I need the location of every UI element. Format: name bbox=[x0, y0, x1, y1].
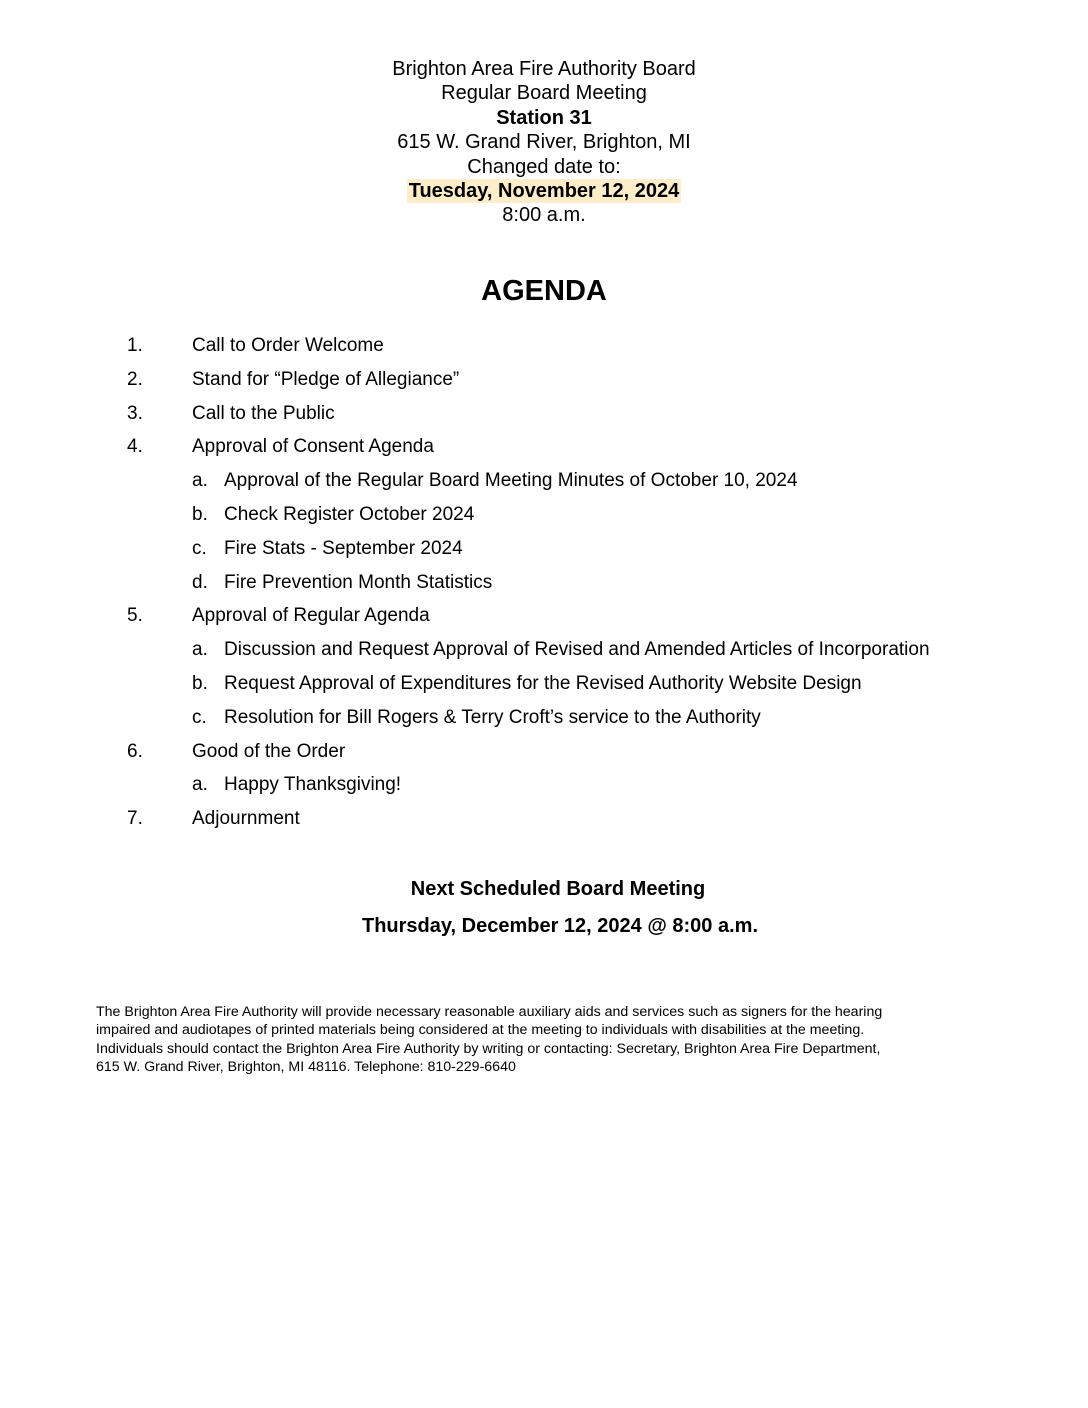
notice-line: Individuals should contact the Brighton Area Fire Authority by writing or contacting: Secretary, Brighton Area Fire Department, bbox=[96, 1040, 881, 1057]
agenda-list bbox=[0, 334, 1088, 841]
changed-date-label: Changed date to: bbox=[467, 155, 621, 178]
org-name: Brighton Area Fire Authority Board bbox=[392, 58, 696, 80]
subitem-text: Fire Prevention Month Statistics bbox=[224, 571, 493, 593]
subitem-letter: b. bbox=[192, 672, 208, 694]
item-text: Call to Order Welcome bbox=[192, 335, 384, 356]
meeting-location: Station 31 bbox=[496, 106, 592, 129]
item-text: Approval of Consent Agenda bbox=[192, 436, 434, 458]
subitem-letter: d. bbox=[192, 571, 208, 593]
agenda-subitem bbox=[0, 706, 1088, 740]
agenda-subitem bbox=[0, 672, 1088, 706]
agenda-item bbox=[0, 807, 1088, 841]
item-text: Approval of Regular Agenda bbox=[192, 605, 430, 627]
agenda-item bbox=[0, 604, 1088, 638]
meeting-type: Regular Board Meeting bbox=[441, 82, 647, 105]
agenda-item bbox=[0, 402, 1088, 436]
agenda-subitem bbox=[0, 638, 1088, 672]
agenda-subitem bbox=[0, 469, 1088, 503]
agenda-subitem bbox=[0, 571, 1088, 605]
agenda-item bbox=[0, 368, 1088, 402]
subitem-letter: c. bbox=[192, 537, 207, 559]
meeting-date: Tuesday, November 12, 2024 bbox=[408, 179, 680, 202]
agenda-item bbox=[0, 435, 1088, 469]
notice-line: impaired and audiotapes of printed materials being considered at the meeting to individuals with disabilities at the meeting. bbox=[96, 1022, 865, 1039]
subitem-letter: b. bbox=[192, 503, 208, 525]
item-number: 7. bbox=[127, 808, 143, 830]
subitem-letter: c. bbox=[192, 706, 207, 728]
accessibility-notice bbox=[96, 1003, 996, 1077]
agenda-title: AGENDA bbox=[481, 275, 607, 307]
next-meeting-datetime: Thursday, December 12, 2024 @ 8:00 a.m. bbox=[362, 915, 758, 937]
agenda-subitem bbox=[0, 537, 1088, 571]
item-number: 2. bbox=[127, 368, 143, 390]
item-text: Stand for “Pledge of Allegiance” bbox=[192, 368, 460, 390]
item-number: 5. bbox=[127, 605, 143, 627]
meeting-header bbox=[0, 57, 1088, 228]
item-number: 1. bbox=[127, 335, 143, 356]
agenda-subitem bbox=[0, 503, 1088, 537]
subitem-text: Request Approval of Expenditures for the Revised Authority Website Design bbox=[224, 672, 862, 694]
subitem-letter: a. bbox=[192, 470, 208, 492]
subitem-text: Happy Thanksgiving! bbox=[224, 774, 402, 796]
next-meeting-label: Next Scheduled Board Meeting bbox=[410, 878, 706, 900]
agenda-item bbox=[0, 740, 1088, 774]
item-text: Adjournment bbox=[192, 808, 300, 830]
item-number: 6. bbox=[127, 740, 143, 762]
item-text: Call to the Public bbox=[192, 402, 335, 424]
notice-line: The Brighton Area Fire Authority will provide necessary reasonable auxiliary aids and services such as signers for the hearing bbox=[96, 1004, 883, 1020]
meeting-address: 615 W. Grand River, Brighton, MI bbox=[397, 131, 691, 154]
meeting-time: 8:00 a.m. bbox=[502, 204, 586, 227]
agenda-item bbox=[0, 334, 1088, 368]
subitem-text: Resolution for Bill Rogers & Terry Croft’s service to the Authority bbox=[224, 706, 761, 728]
item-number: 4. bbox=[127, 436, 143, 458]
subitem-letter: a. bbox=[192, 774, 208, 796]
subitem-text: Discussion and Request Approval of Revised and Amended Articles of Incorporation bbox=[224, 639, 930, 661]
notice-line: 615 W. Grand River, Brighton, MI 48116. Telephone: 810-229-6640 bbox=[96, 1059, 516, 1076]
subitem-letter: a. bbox=[192, 639, 208, 661]
item-text: Good of the Order bbox=[192, 740, 346, 762]
subitem-text: Check Register October 2024 bbox=[224, 503, 475, 525]
item-number: 3. bbox=[127, 402, 143, 424]
subitem-text: Fire Stats - September 2024 bbox=[224, 537, 463, 559]
agenda-subitem bbox=[0, 773, 1088, 807]
subitem-text: Approval of the Regular Board Meeting Minutes of October 10, 2024 bbox=[224, 470, 798, 492]
